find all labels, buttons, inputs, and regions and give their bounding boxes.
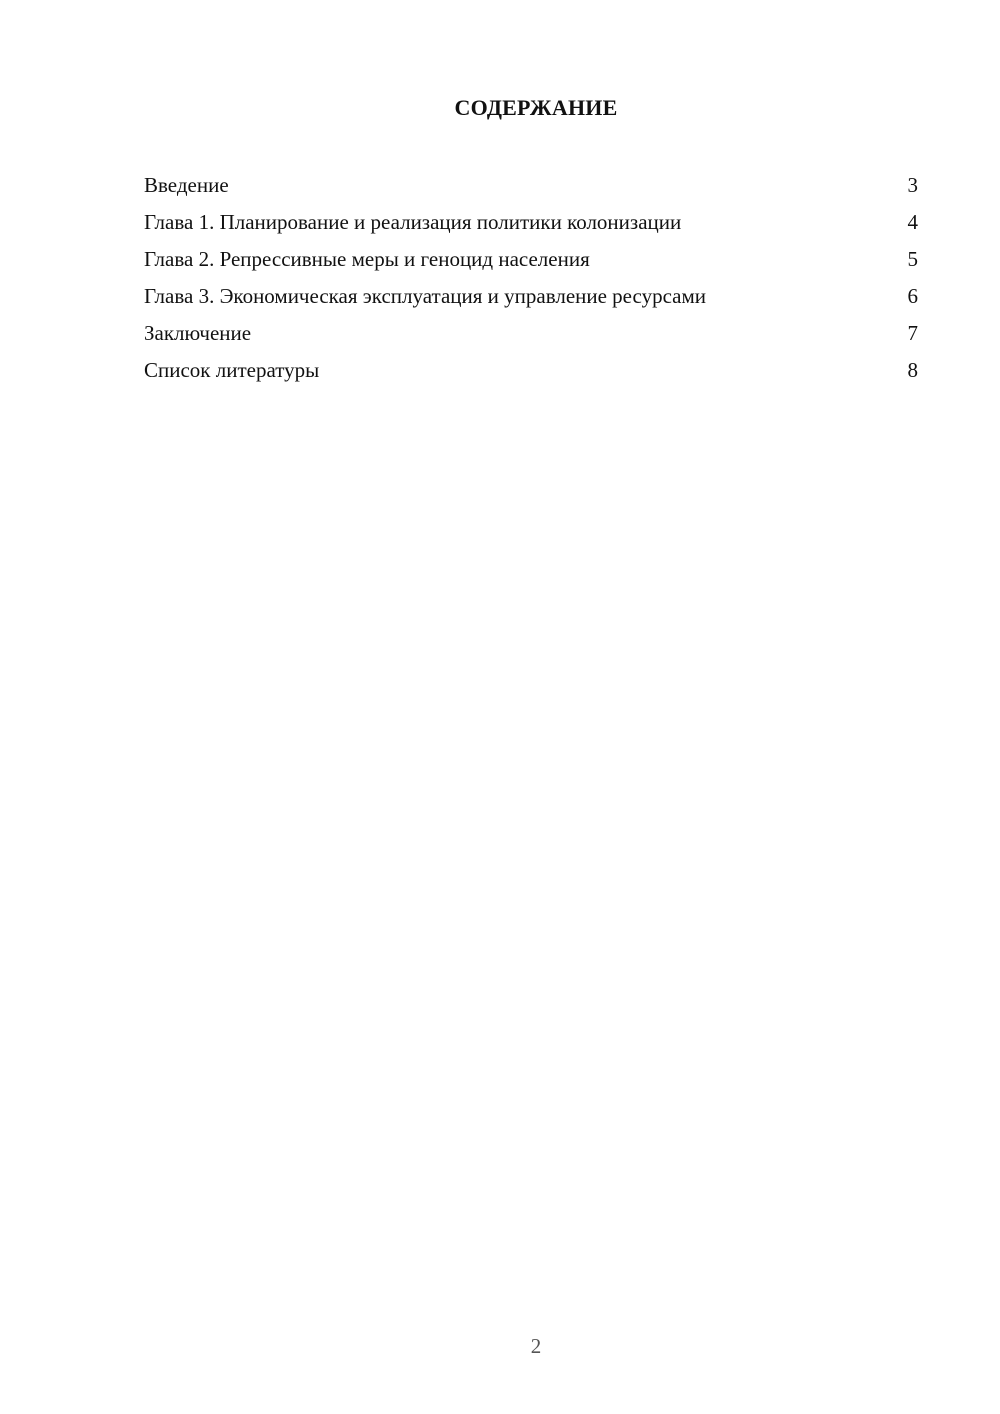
toc-entry: [144, 355, 918, 392]
toc-entry-page: 5: [907, 247, 918, 271]
page-number: 2: [530, 1334, 542, 1358]
toc-entry-label: Глава 3. Экономическая эксплуатация и управление ресурсами: [144, 284, 706, 308]
table-of-contents: [144, 170, 918, 392]
toc-entry-label: Введение: [144, 173, 229, 197]
toc-entry-label: Глава 1. Планирование и реализация политики колонизации: [144, 210, 682, 234]
toc-entry: [144, 207, 918, 244]
toc-entry-label: Глава 2. Репрессивные меры и геноцид населения: [144, 247, 590, 271]
toc-entry-label: Список литературы: [144, 358, 320, 382]
toc-entry-label: Заключение: [144, 321, 252, 345]
toc-entry-page: 7: [907, 321, 918, 345]
toc-entry-page: 6: [907, 284, 918, 308]
toc-entry: [144, 170, 918, 207]
toc-entry-page: 8: [907, 358, 918, 382]
toc-entry: [144, 281, 918, 318]
toc-entry: [144, 318, 918, 355]
toc-entry: [144, 244, 918, 281]
toc-title: СОДЕРЖАНИЕ: [454, 95, 618, 120]
toc-entry-page: 3: [907, 173, 918, 197]
toc-entry-page: 4: [907, 210, 918, 234]
